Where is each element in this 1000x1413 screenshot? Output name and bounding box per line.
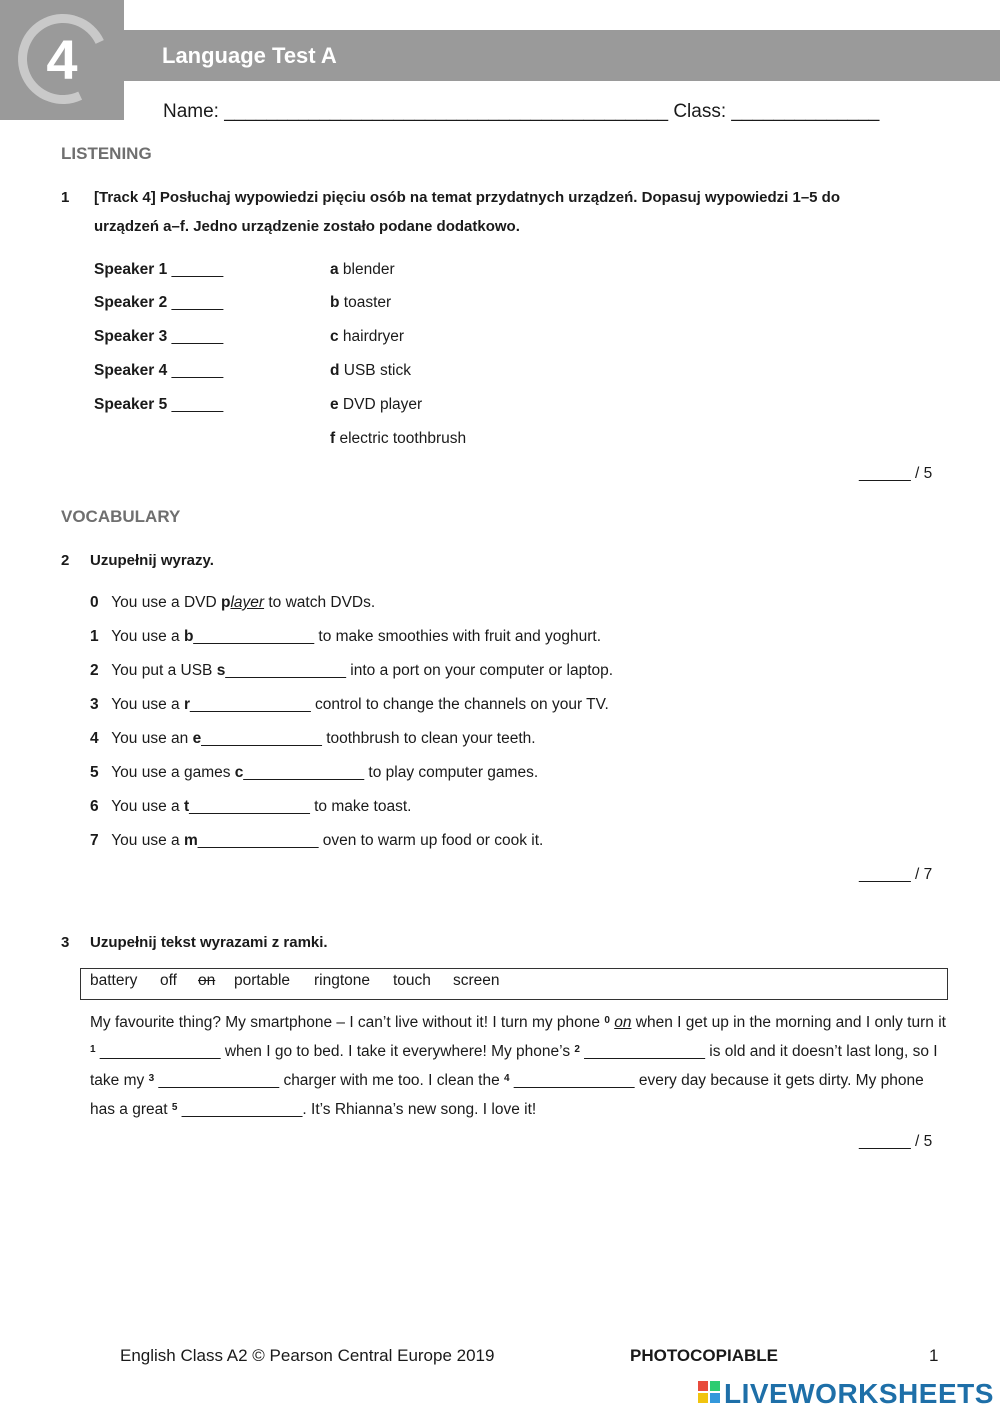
speaker-2-answer-blank[interactable]: ______ [171,294,224,311]
vocab-item-4: 4 You use an e______________ toothbrush to clean your teeth. [90,730,536,747]
option-a: a blender [330,261,395,278]
question-2-instruction: Uzupełnij wyrazy. [90,552,214,569]
score-q1[interactable]: ______ / 5 [859,465,933,482]
word-box-item: battery [90,972,138,989]
answer-blank-1[interactable]: ______________ [193,628,315,645]
score-q2[interactable]: ______ / 7 [859,866,933,883]
section-vocabulary-title: VOCABULARY [61,507,181,526]
vocab-item-2: 2 You put a USB s______________ into a port on your computer or laptop. [90,662,614,679]
question-3-number: 3 [61,934,70,951]
answer-blank-4[interactable]: ______________ [201,730,322,747]
footer-copyright: English Class A2 © Pearson Central Europe 2019 [120,1346,495,1365]
speaker-row: Speaker 3 ______ [94,328,224,345]
option-f: f electric toothbrush [330,430,467,447]
example-answer: on [614,1014,632,1031]
word-box-item: touch [393,972,431,989]
word-box-item: off [160,972,177,989]
speaker-3-answer-blank[interactable]: ______ [171,328,224,345]
cloze-blank-5: ______________. It’s Rhianna’s new song. I love it! [177,1101,537,1118]
vocab-item-1: 1 You use a b______________ to make smoothies with fruit and yoghurt. [90,628,601,645]
option-c: c hairdryer [330,328,405,345]
liveworksheets-watermark: LIVEWORKSHEETS [724,1378,994,1409]
answer-blank-5[interactable]: ______________ [243,764,365,781]
question-1-instruction [94,183,954,241]
answer-blank-6[interactable]: ______________ [189,798,310,815]
unit-number: 4 [46,28,78,91]
word-box-item: screen [453,972,500,989]
liveworksheets-logo-icon [698,1381,720,1405]
answer-blank-2[interactable]: ______________ [225,662,346,679]
section-listening-title: LISTENING [61,144,152,163]
vocab-item-3: 3 You use a r______________ control to change the channels on your TV. [90,696,609,713]
word-box-item: portable [234,972,291,989]
option-b: b toaster [330,294,392,311]
speaker-row: Speaker 2 ______ [94,294,224,311]
option-e: e DVD player [330,396,423,413]
answer-blank-7[interactable]: ______________ [197,832,319,849]
answer-blank-3[interactable]: ______________ [190,696,311,713]
cloze-blank-4: ______________ every day because it gets dirty. My phone has a great [90,1072,924,1118]
cloze-blank-3: ______________ charger with me too. I clean the [154,1072,504,1089]
speaker-row: Speaker 4 ______ [94,362,224,379]
cloze-blank-1: ______________ when I go to bed. I take it everywhere! My phone’s [95,1043,575,1060]
vocab-item-0: 0 You use a DVD player to watch DVDs. [90,594,376,611]
speaker-row: Speaker 5 ______ [94,396,224,413]
vocab-item-7: 7 You use a m______________ oven to warm up food or cook it. [90,832,544,849]
vocab-item-6: 6 You use a t______________ to make toast. [90,798,412,815]
page-title: Language Test A [162,43,337,68]
word-box-item-used: on [198,972,216,989]
score-q3[interactable]: ______ / 5 [859,1133,933,1150]
vocab-item-5: 5 You use a games c______________ to play computer games. [90,764,539,781]
name-class-line: Name: __________________________________________ Class: ______________ [163,101,880,122]
example-answer: layer [230,594,265,611]
speaker-4-answer-blank[interactable]: ______ [171,362,224,379]
footer-page-number: 1 [929,1346,939,1365]
question-1-line-1: [Track 4] Posłuchaj wypowiedzi pięciu osób na temat przydatnych urządzeń. Dopasuj wypowiedzi 1–5 do [94,189,840,206]
question-1-line-2: urządzeń a–f. Jedno urządzenie zostało podane dodatkowo. [94,218,520,235]
footer-photocopiable: PHOTOCOPIABLE [630,1346,778,1365]
question-1-number: 1 [61,189,70,206]
question-2-number: 2 [61,552,70,569]
speaker-1-answer-blank[interactable]: ______ [171,261,224,278]
speaker-5-answer-blank[interactable]: ______ [171,396,224,413]
question-3-instruction: Uzupełnij tekst wyrazami z ramki. [90,934,328,951]
word-box-item: ringtone [314,972,371,989]
cloze-blank-2: ______________ is old and it doesn’t last long, so I take my [90,1043,938,1089]
option-d: d USB stick [330,362,411,379]
speaker-row: Speaker 1 ______ [94,261,224,278]
cloze-text: My favourite thing? My smartphone – I can’t live without it! I turn my phone $^0$ on when I get up in the morning and I only turn it $^1$ ______________ when I go to bed. I take it everywhere! My phone’s $^2$ ______________ is old and it doesn’t last long, so I take my $^3$ ______________ charger with me too. I clean the $^4$ ______________ every day because it gets dirty. My phone has a great $^5$ ______________. It’s Rhianna’s new song. I love it! [90,1014,946,1118]
